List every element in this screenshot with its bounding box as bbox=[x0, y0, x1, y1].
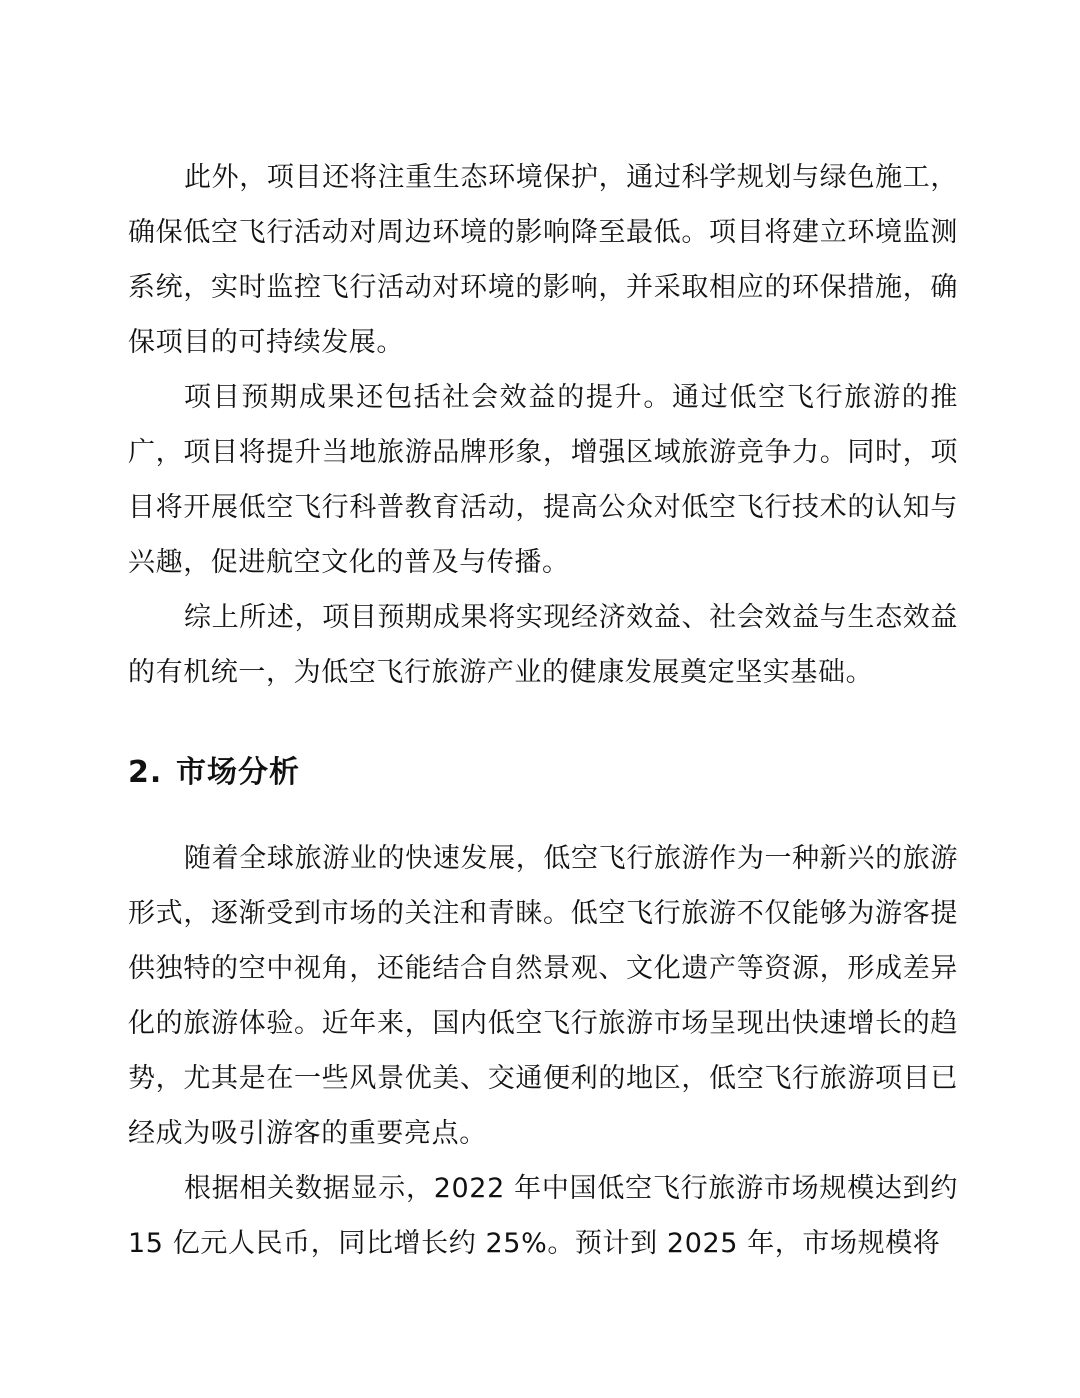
paragraph-market-overview: 随着全球旅游业的快速发展，低空飞行旅游作为一种新兴的旅游形式，逐渐受到市场的关注和青睐。低空飞行旅游不仅能够为游客提供独特的空中视角，还能结合自然景观、文化遗产等资源，形成差异化的旅游体验。近年来，国内低空飞行旅游市场呈现出快速增长的趋势，尤其是在一些风景优美、交通便利的地区，低空飞行旅游项目已经成为吸引游客的重要亮点。 bbox=[128, 843, 958, 1149]
paragraph-market-data: 根据相关数据显示，2022 年中国低空飞行旅游市场规模达到约 15 亿元人民币，同比增长约 25%。预计到 2025 年，市场规模将 bbox=[128, 1173, 958, 1259]
section-title: 市场分析 bbox=[176, 755, 300, 790]
paragraph-summary: 综上所述，项目预期成果将实现经济效益、社会效益与生态效益的有机统一，为低空飞行旅游产业的健康发展奠定坚实基础。 bbox=[128, 602, 958, 688]
section-number: 2. bbox=[128, 755, 163, 790]
paragraph-social-benefits: 项目预期成果还包括社会效益的提升。通过低空飞行旅游的推广，项目将提升当地旅游品牌形象，增强区域旅游竞争力。同时，项目将开展低空飞行科普教育活动，提高公众对低空飞行技术的认知与兴趣，促进航空文化的普及与传播。 bbox=[128, 382, 958, 578]
section-heading bbox=[128, 748, 300, 798]
paragraph-environmental-protection: 此外，项目还将注重生态环境保护，通过科学规划与绿色施工，确保低空飞行活动对周边环境的影响降至最低。项目将建立环境监测系统，实时监控飞行活动对环境的影响，并采取相应的环保措施，确保项目的可持续发展。 bbox=[128, 162, 958, 358]
